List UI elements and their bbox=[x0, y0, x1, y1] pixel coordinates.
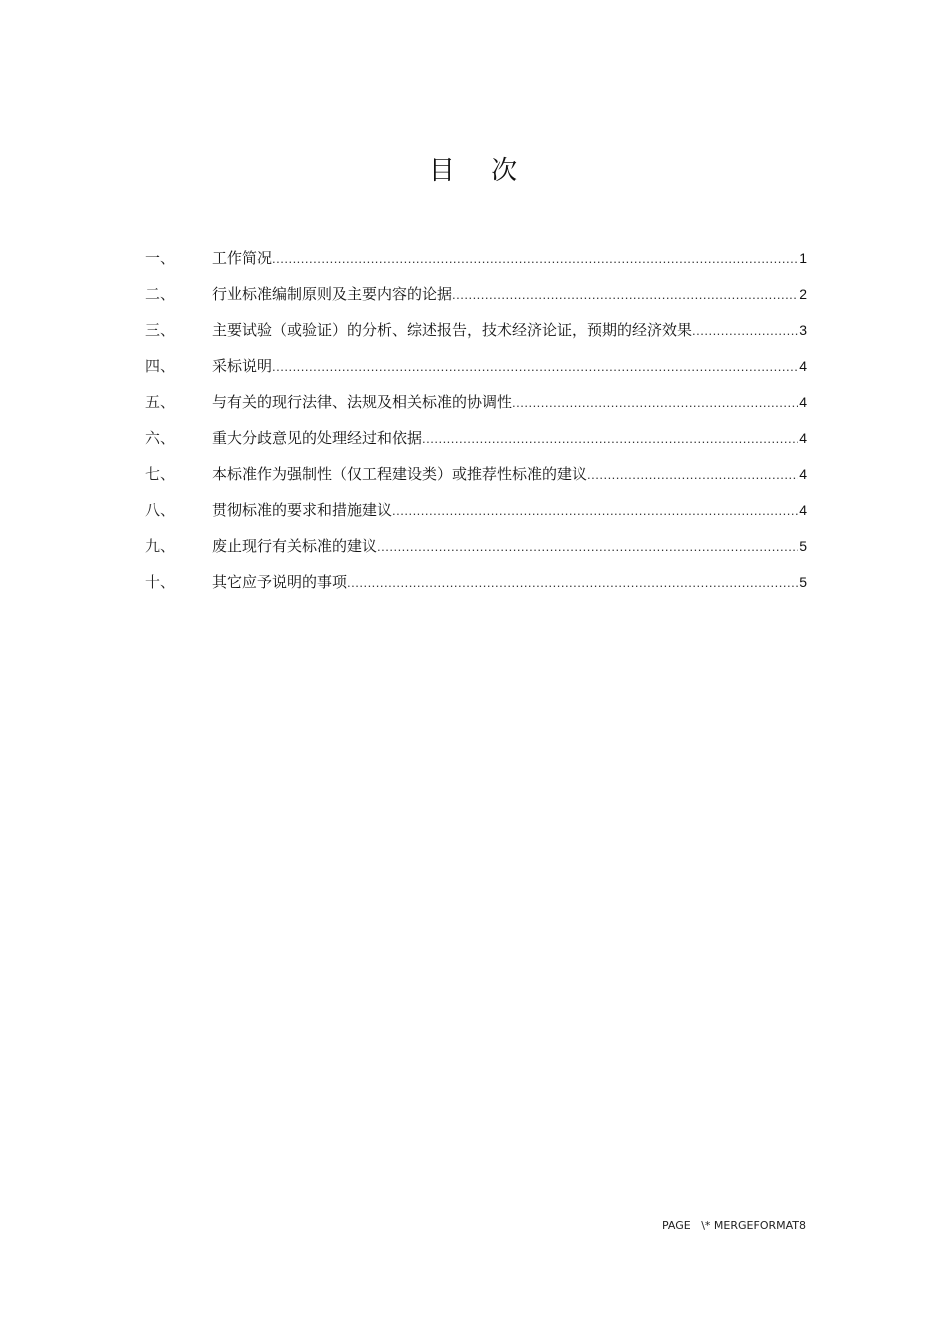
toc-entry-number: 八、 bbox=[145, 501, 176, 519]
toc-entry[interactable] bbox=[145, 276, 807, 312]
toc-entry-number: 六、 bbox=[145, 429, 176, 447]
toc-leader-dots bbox=[377, 529, 798, 565]
toc-leader-dots bbox=[452, 277, 798, 313]
toc-entry-page: 3 bbox=[799, 322, 807, 338]
toc-entry-number: 二、 bbox=[145, 285, 176, 303]
page-footer-field: PAGE \* MERGEFORMAT8 bbox=[662, 1219, 806, 1232]
toc-entry-page: 2 bbox=[799, 286, 807, 302]
toc-leader-dots bbox=[422, 421, 798, 457]
toc-entry-page: 4 bbox=[799, 466, 807, 482]
toc-entry-number: 七、 bbox=[145, 465, 176, 483]
toc-entry[interactable] bbox=[145, 348, 807, 384]
toc-entry-number: 三、 bbox=[145, 321, 176, 339]
toc-entry-page: 4 bbox=[799, 394, 807, 410]
toc-entry-title: 工作简况 bbox=[212, 249, 273, 267]
toc-leader-dots bbox=[272, 241, 798, 277]
toc-entry-title: 重大分歧意见的处理经过和依据 bbox=[212, 429, 423, 447]
toc-entry-page: 1 bbox=[799, 250, 807, 266]
toc-entry-page: 4 bbox=[799, 358, 807, 374]
toc-entry-title: 主要试验（或验证）的分析、综述报告，技术经济论证，预期的经济效果 bbox=[212, 321, 693, 339]
toc-leader-dots bbox=[272, 349, 798, 385]
toc-entry-title: 本标准作为强制性（仅工程建设类）或推荐性标准的建议 bbox=[212, 465, 588, 483]
toc-entry-title: 与有关的现行法律、法规及相关标准的协调性 bbox=[212, 393, 513, 411]
toc-entry-number: 五、 bbox=[145, 393, 176, 411]
toc-entry-number: 十、 bbox=[145, 573, 176, 591]
toc-leader-dots bbox=[692, 313, 798, 349]
toc-entry-page: 5 bbox=[799, 538, 807, 554]
toc-entry-number: 一、 bbox=[145, 249, 176, 267]
toc-entry-title: 贯彻标准的要求和措施建议 bbox=[212, 501, 393, 519]
toc-entry-page: 5 bbox=[799, 574, 807, 590]
toc-entry[interactable] bbox=[145, 240, 807, 276]
toc-entry[interactable] bbox=[145, 384, 807, 420]
toc-entry-title: 其它应予说明的事项 bbox=[212, 573, 348, 591]
toc-entry[interactable] bbox=[145, 420, 807, 456]
toc-leader-dots bbox=[347, 565, 798, 601]
toc-entry[interactable] bbox=[145, 456, 807, 492]
table-of-contents bbox=[145, 240, 807, 600]
toc-leader-dots bbox=[392, 493, 798, 529]
toc-entry[interactable] bbox=[145, 528, 807, 564]
toc-entry-title: 采标说明 bbox=[212, 357, 273, 375]
toc-entry-title: 废止现行有关标准的建议 bbox=[212, 537, 378, 555]
toc-entry-title: 行业标准编制原则及主要内容的论据 bbox=[212, 285, 453, 303]
page-title: 目 次 bbox=[428, 156, 532, 186]
toc-entry-page: 4 bbox=[799, 430, 807, 446]
toc-entry[interactable] bbox=[145, 564, 807, 600]
toc-leader-dots bbox=[512, 385, 798, 421]
toc-entry-page: 4 bbox=[799, 502, 807, 518]
toc-entry[interactable] bbox=[145, 492, 807, 528]
toc-entry[interactable] bbox=[145, 312, 807, 348]
toc-leader-dots bbox=[587, 457, 798, 493]
toc-entry-number: 四、 bbox=[145, 357, 176, 375]
toc-entry-number: 九、 bbox=[145, 537, 176, 555]
